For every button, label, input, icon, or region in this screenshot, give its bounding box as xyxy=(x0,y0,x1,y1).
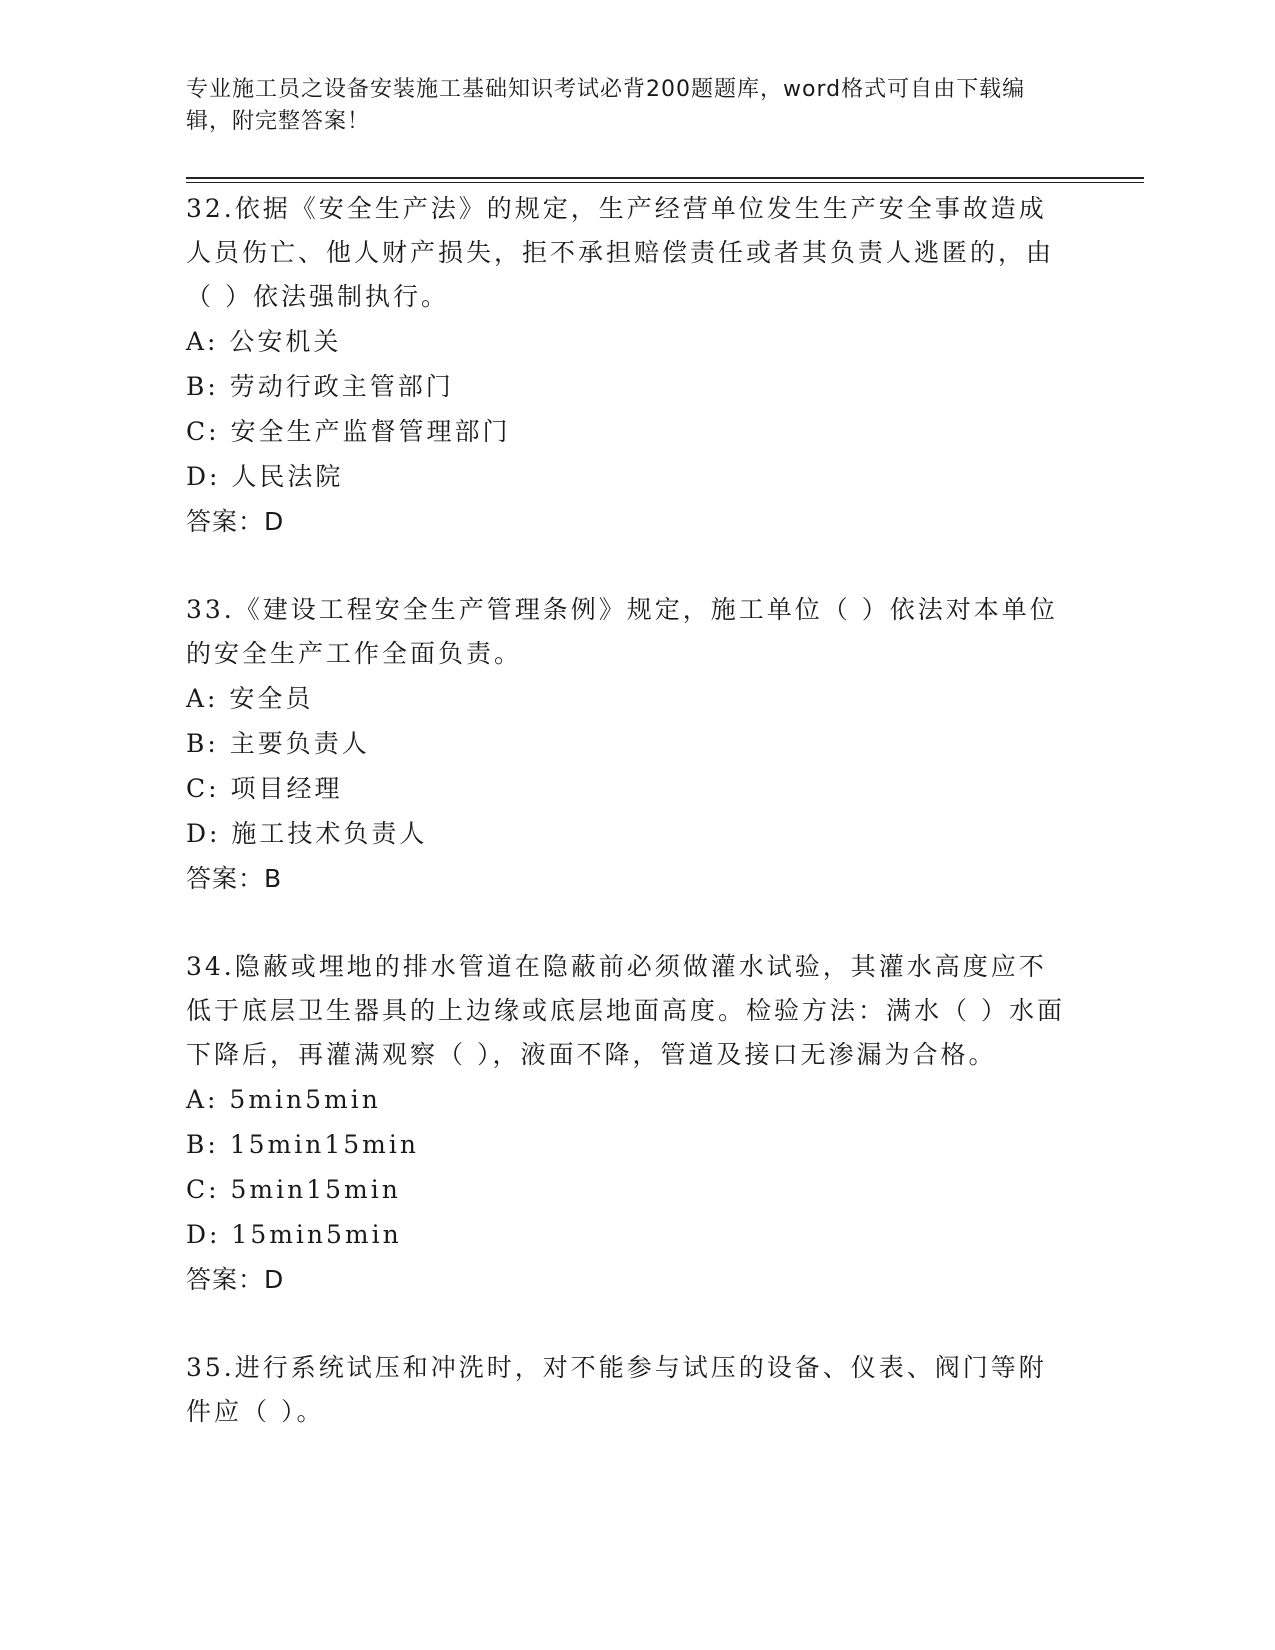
option-d: D: 15min5min xyxy=(186,1220,402,1249)
question-35 xyxy=(186,1346,1066,1434)
option-b: B: 15min15min xyxy=(186,1130,419,1159)
question-stem: 35.进行系统试压和冲洗时，对不能参与试压的设备、仪表、阀门等附件应（ ）。 xyxy=(186,1353,1047,1426)
option-d: D: 人民法院 xyxy=(186,462,344,491)
option-c: C: 5min15min xyxy=(186,1175,401,1204)
question-spacer xyxy=(186,1302,1066,1346)
option-a: A: 安全员 xyxy=(186,684,314,713)
option-c: C: 项目经理 xyxy=(186,774,343,803)
question-stem: 34.隐蔽或埋地的排水管道在隐蔽前必须做灌水试验，其灌水高度应不低于底层卫生器具的上边缘或底层地面高度。检验方法：满水（ ）水面下降后，再灌满观察（ ），液面不降，管道及接口无渗漏为合格。 xyxy=(186,952,1065,1069)
answer: 答案：B xyxy=(186,864,283,893)
option-b: B: 主要负责人 xyxy=(186,729,370,758)
question-stem: 33.《建设工程安全生产管理条例》规定，施工单位（ ）依法对本单位的安全生产工作全面负责。 xyxy=(186,595,1058,668)
option-d: D: 施工技术负责人 xyxy=(186,819,428,848)
header-divider-thin xyxy=(186,182,1144,183)
question-stem: 32.依据《安全生产法》的规定，生产经营单位发生生产安全事故造成人员伤亡、他人财产损失，拒不承担赔偿责任或者其负责人逃匿的，由（ ）依法强制执行。 xyxy=(186,194,1055,311)
option-c: C: 安全生产监督管理部门 xyxy=(186,417,511,446)
question-33 xyxy=(186,588,1066,901)
option-a: A: 5min5min xyxy=(186,1085,381,1114)
question-spacer xyxy=(186,901,1066,945)
option-a: A: 公安机关 xyxy=(186,327,342,356)
option-b: B: 劳动行政主管部门 xyxy=(186,372,454,401)
question-32 xyxy=(186,187,1066,544)
header-divider-thick xyxy=(186,177,1144,179)
question-spacer xyxy=(186,544,1066,588)
answer: 答案：D xyxy=(186,507,285,536)
question-list xyxy=(186,187,1066,1434)
answer: 答案：D xyxy=(186,1265,285,1294)
question-34 xyxy=(186,945,1066,1302)
document-header: 专业施工员之设备安装施工基础知识考试必背200题题库，word格式可自由下载编辑，附完整答案！ xyxy=(186,77,1026,134)
